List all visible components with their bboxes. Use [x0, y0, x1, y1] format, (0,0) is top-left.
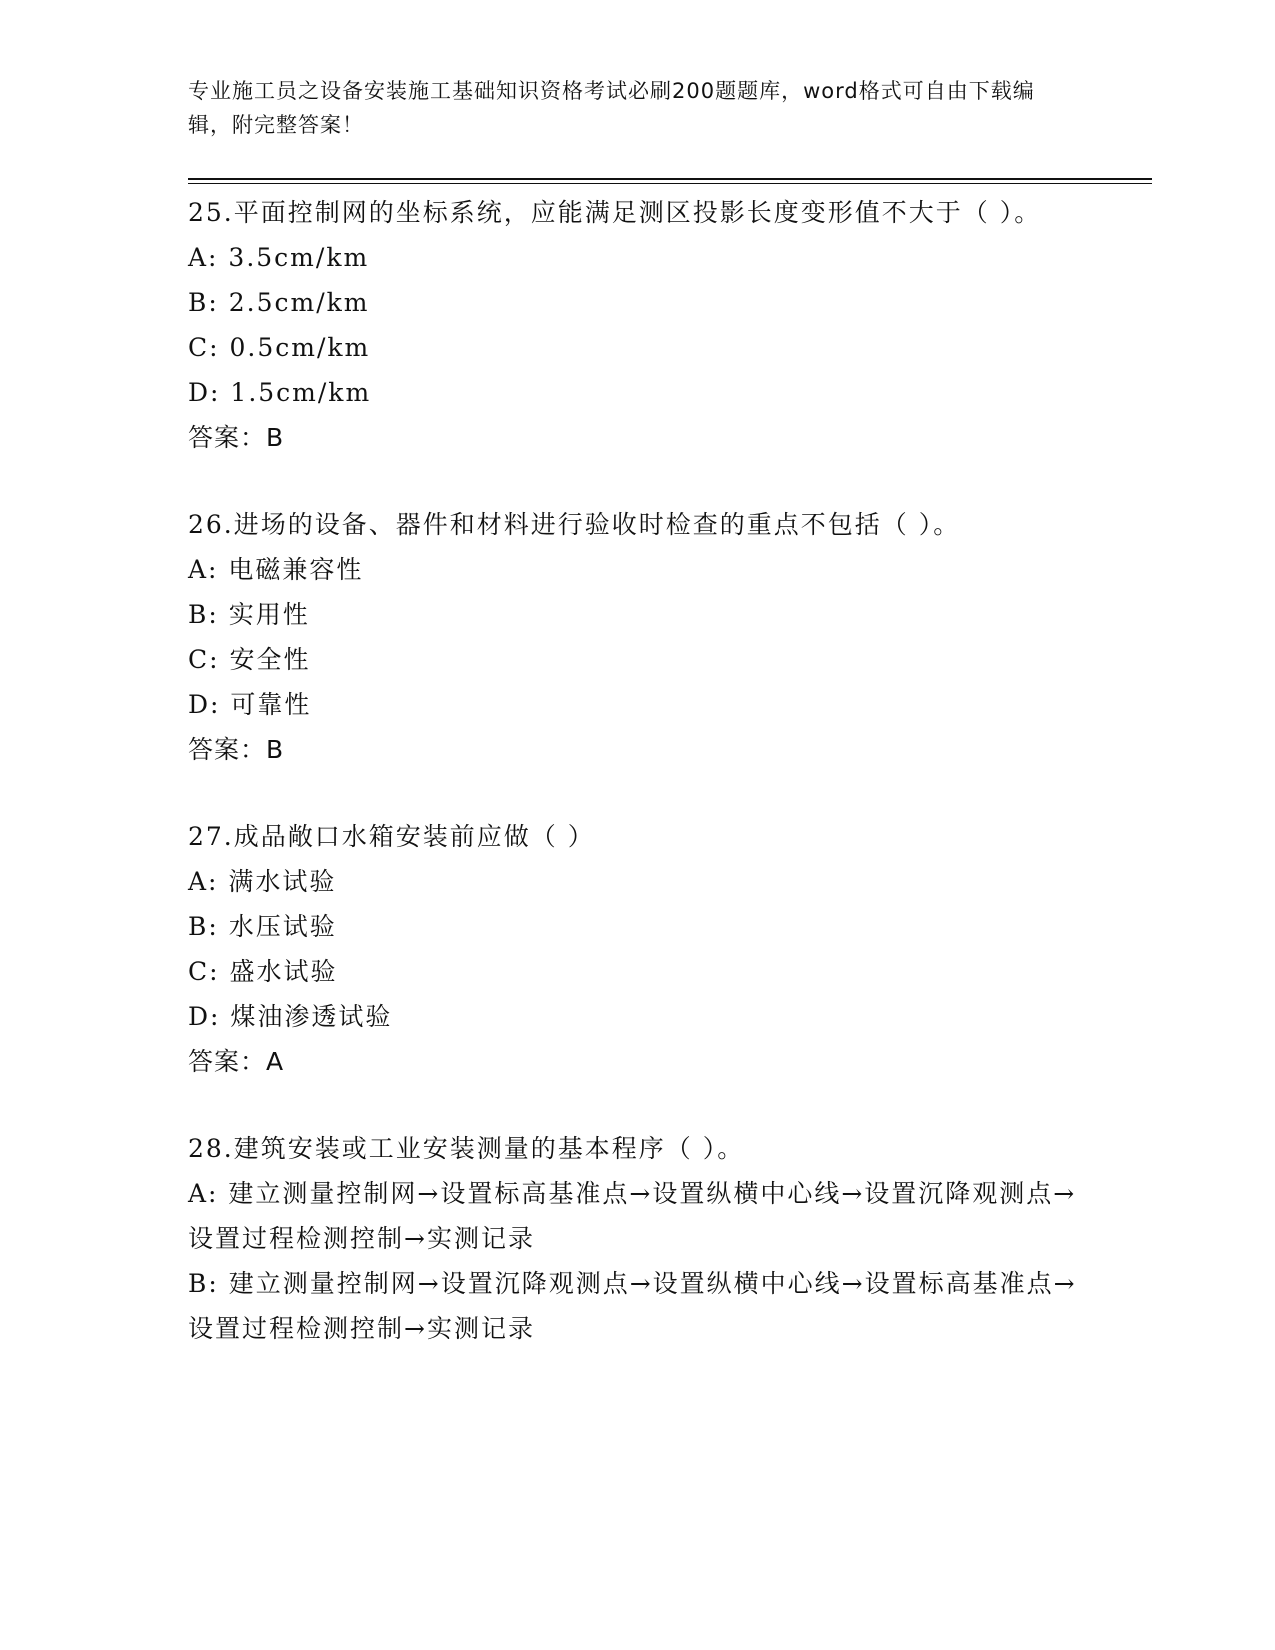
option-d: D: 1.5cm/km	[188, 378, 372, 407]
option-b: B: 实用性	[188, 600, 310, 629]
option-b: B: 水压试验	[188, 912, 337, 941]
option-c: C: 0.5cm/km	[188, 333, 371, 362]
question-stem: 28.建筑安装或工业安装测量的基本程序（ ）。	[188, 1134, 745, 1163]
answer-line: 答案：B	[188, 735, 285, 764]
option-d: D: 可靠性	[188, 690, 312, 719]
option-c: C: 盛水试验	[188, 957, 338, 986]
question-27	[188, 814, 1088, 1084]
question-26	[188, 502, 1088, 772]
question-25	[188, 190, 1088, 460]
document-intro: 专业施工员之设备安装施工基础知识资格考试必刷200题题库，word格式可自由下载编辑，附完整答案！	[188, 79, 1035, 137]
question-list	[188, 190, 1088, 1393]
question-stem: 25.平面控制网的坐标系统，应能满足测区投影长度变形值不大于（ ）。	[188, 198, 1042, 227]
question-28	[188, 1126, 1088, 1351]
question-stem: 27.成品敞口水箱安装前应做（ ）	[188, 822, 595, 851]
question-stem: 26.进场的设备、器件和材料进行验收时检查的重点不包括（ ）。	[188, 510, 961, 539]
header-divider-thick	[188, 178, 1152, 180]
option-b: B: 建立测量控制网→设置沉降观测点→设置纵横中心线→设置标高基准点→设置过程检测控制→实测记录	[188, 1269, 1077, 1343]
option-a: A: 建立测量控制网→设置标高基准点→设置纵横中心线→设置沉降观测点→设置过程检测控制→实测记录	[188, 1179, 1077, 1253]
option-c: C: 安全性	[188, 645, 311, 674]
option-a: A: 电磁兼容性	[188, 555, 364, 584]
answer-line: 答案：B	[188, 423, 285, 452]
option-d: D: 煤油渗透试验	[188, 1002, 393, 1031]
answer-line: 答案：A	[188, 1047, 285, 1076]
option-a: A: 满水试验	[188, 867, 337, 896]
option-b: B: 2.5cm/km	[188, 288, 370, 317]
header-divider-thin	[188, 183, 1152, 184]
option-a: A: 3.5cm/km	[188, 243, 370, 272]
